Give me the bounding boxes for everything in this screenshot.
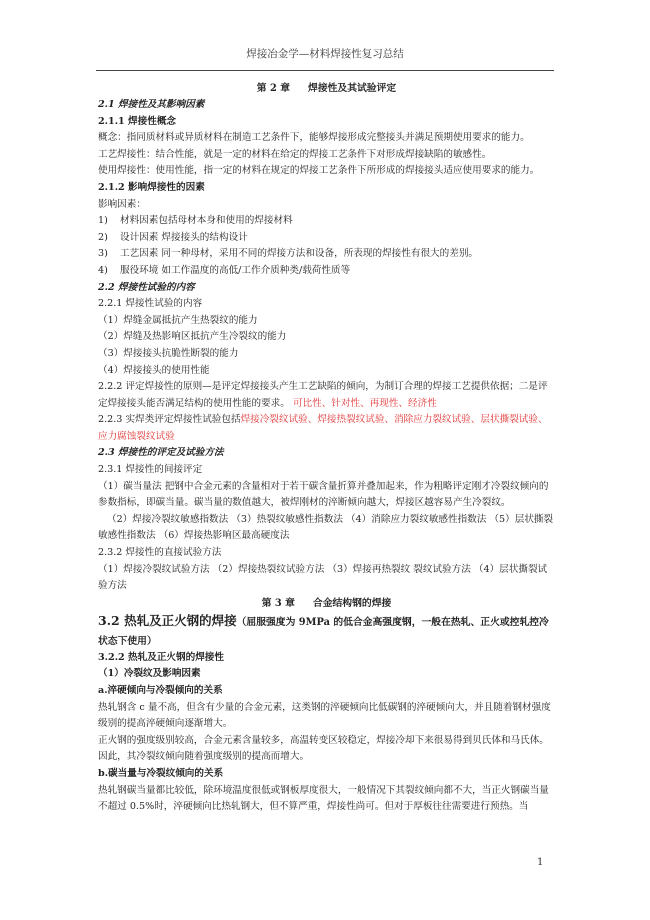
section-2-1-title: 2.1 焊接性及其影响因素 bbox=[98, 99, 205, 110]
section-2-3-2-title: 2.3.2 焊接性的直接试验方法 bbox=[98, 547, 222, 559]
test-types-highlight: 焊接冷裂纹试验、焊接热裂纹试验、消除应力裂纹试验、层状撕裂试验、应力腐蚀裂纹试验 bbox=[98, 414, 548, 442]
paragraph-carbon-equivalent-relation: 热轧钢碳当量都比较低，除环境温度很低或钢板厚度很大，一般情况下其裂纹倾向都不大，当正火钢碳当量不超过 0.5%时，淬硬倾向比热轧钢大，但不算严重，焊接性尚可。但对于厚板往往需要进行预热。当 bbox=[98, 784, 549, 813]
chapter-3-number: 第 3 章 bbox=[261, 597, 295, 609]
paragraph-test-types bbox=[98, 412, 555, 445]
section-2-3-title: 2.3 焊接性的评定及试验方法 bbox=[98, 447, 224, 459]
section-3-2-note: （屈服强度为 9MPa 的低合金高强度钢，一般在热轧、正火或控轧控冷状态下使用） bbox=[98, 616, 549, 647]
principle-highlight: 可比性、针对性、再现性、经济性 bbox=[292, 397, 437, 409]
factor-number: 2) bbox=[98, 231, 108, 243]
section-2-2-title: 2.2 焊接性试验的内容 bbox=[98, 281, 195, 293]
test-content-item: （3）焊接接头抗脆性断裂的能力 bbox=[98, 347, 239, 359]
paragraph-evaluation-principle bbox=[98, 379, 555, 412]
factor-number: 1) bbox=[98, 215, 108, 227]
factor-text: 材料因素包括母材本身和使用的焊接材料 bbox=[120, 215, 293, 227]
page-number: 1 bbox=[537, 857, 544, 868]
factor-item bbox=[98, 230, 555, 247]
test-content-item: （1）焊缝金属抵抗产生热裂纹的能力 bbox=[98, 314, 258, 326]
section-3-2-main: 3.2 热轧及正火钢的焊接 bbox=[98, 612, 237, 628]
factor-text: 工艺因素 同一种母材，采用不同的焊接方法和设备，所表现的焊接性有很大的差别。 bbox=[120, 248, 479, 260]
section-3-2-2-title: 3.2.2 热轧及正火钢的焊接性 bbox=[98, 651, 224, 663]
content bbox=[98, 80, 555, 816]
subsection-b-title: b.碳当量与冷裂纹倾向的关系 bbox=[98, 767, 224, 779]
paragraph-concept: 概念：指同质材料或异质材料在制造工艺条件下，能够焊接形成完整接头并满足预期使用要求的能力。 bbox=[98, 132, 530, 144]
paragraph-hot-rolled-steel: 热轧钢含 c 量不高，但含有少量的合金元素，这类钢的淬硬倾向比低碳钢的淬硬倾向大，并且随着钢材强度级别的提高淬硬倾向逐渐增大。 bbox=[98, 701, 551, 730]
factor-item bbox=[98, 263, 555, 280]
section-2-2-1-title: 2.2.1 焊接性试验的内容 bbox=[98, 298, 203, 310]
section-3-2-title bbox=[98, 612, 555, 650]
test-content-item: （2）焊缝及热影响区抵抗产生冷裂纹的能力 bbox=[98, 331, 287, 343]
chapter-2-title: 焊接性及其试验评定 bbox=[308, 83, 397, 94]
chapter-3-title: 合金结构钢的焊接 bbox=[312, 597, 392, 609]
section-2-1-2-title: 2.1.2 影响焊接性的因素 bbox=[98, 181, 205, 193]
chapter-3-heading bbox=[98, 595, 555, 612]
principle-text: 2.2.2 评定焊接性的原则—是评定焊接接头产生工艺缺陷的倾向，为制订合理的焊接工艺提供依据；二是评定焊接接头能否满足结构的使用性能的要求。 bbox=[98, 381, 548, 409]
factors-label: 影响因素： bbox=[98, 198, 146, 210]
subsection-cold-cracks: （1）冷裂纹及影响因素 bbox=[98, 668, 201, 680]
section-2-1-1-title: 2.1.1 焊接性概念 bbox=[98, 115, 177, 127]
test-content-item: （4）焊接接头的使用性能 bbox=[98, 364, 210, 376]
paragraph-direct-tests: （1）焊接冷裂纹试验方法 （2）焊接热裂纹试验方法 （3）焊接再热裂纹 裂纹试验方法 （4）层状撕裂试验方法 bbox=[98, 563, 548, 592]
factor-item bbox=[98, 213, 555, 230]
page-header: 焊接冶金学—材料焊接性复习总结 bbox=[246, 48, 404, 60]
test-types-text: 2.2.3 实焊类评定焊接性试验包括 bbox=[98, 414, 241, 426]
section-2-3-1-title: 2.3.1 焊接性的间接评定 bbox=[98, 464, 203, 476]
chapter-2-number: 第 2 章 bbox=[256, 83, 291, 94]
header-rule bbox=[96, 70, 554, 71]
paragraph-indices: （2）焊接冷裂纹敏感指数法 （3）热裂纹敏感性指数法 （4）消除应力裂纹敏感性指数法 （5）层状撕裂敏感性指数法 （6）焊接热影响区最高硬度法 bbox=[98, 513, 554, 542]
paragraph-normalized-steel: 正火钢的强度级别较高，合金元素含量较多，高温转变区较稳定，焊接冷却下来很易得到贝氏体和马氏体。因此，其冷裂纹倾向随着强度级别的提高而增大。 bbox=[98, 734, 549, 763]
factor-text: 服役环境 如工作温度的高低/工作介质种类/载荷性质等 bbox=[120, 264, 351, 276]
factor-number: 3) bbox=[98, 248, 108, 260]
factor-item bbox=[98, 246, 555, 263]
subsection-a-title: a.淬硬倾向与冷裂倾向的关系 bbox=[98, 685, 223, 696]
chapter-2-heading bbox=[98, 80, 555, 97]
paragraph-use-weldability: 使用焊接性：使用性能，指一定的材料在规定的焊接工艺条件下所形成的焊接接头适应使用要求的能力。 bbox=[98, 165, 540, 177]
factor-text: 设计因素 焊接接头的结构设计 bbox=[120, 231, 248, 243]
paragraph-process-weldability: 工艺焊接性：结合性能，就是一定的材料在给定的焊接工艺条件下对形成焊接缺陷的敏感性。 bbox=[98, 148, 492, 160]
factor-number: 4) bbox=[98, 264, 108, 276]
paragraph-carbon-equivalent: （1）碳当量法 把钢中合金元素的含量相对于若干碳含量折算并叠加起来，作为粗略评定刚才冷裂纹倾向的参数指标，即碳当量。碳当量的数值越大，被焊刚材的淬断倾向越大，焊接区越容易产生冷裂纹。 bbox=[98, 480, 549, 509]
